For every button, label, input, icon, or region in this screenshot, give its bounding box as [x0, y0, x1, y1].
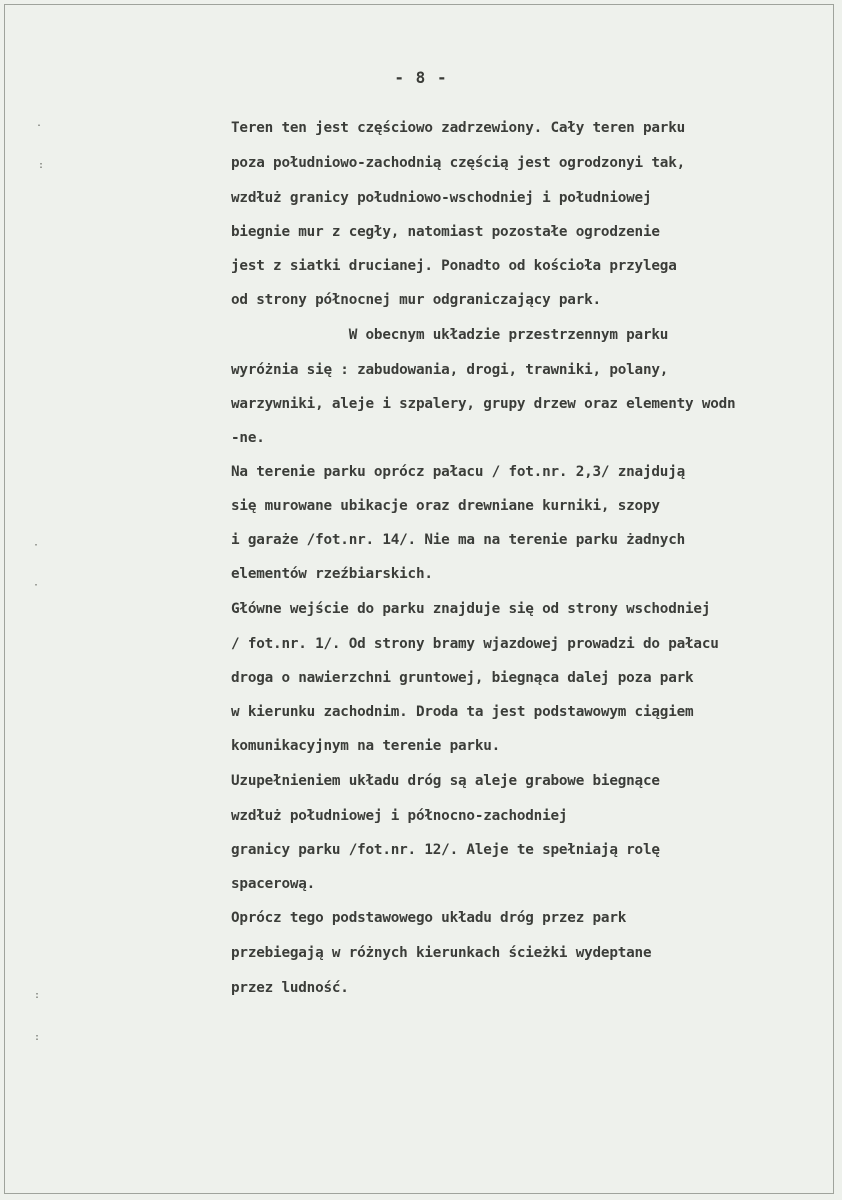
text-line: elementów rzeźbiarskich.: [231, 566, 433, 582]
text-line: warzywniki, aleje i szpalery, grupy drzew oraz elementy wodn: [231, 396, 736, 412]
scan-speck: :: [34, 990, 41, 1001]
text-line: przebiegają w różnych kierunkach ścieżki wydeptane: [231, 945, 652, 961]
text-line: spacerową.: [231, 876, 316, 892]
text-line: Na terenie parku oprócz pałacu / fot.nr. 2,3/ znajdują: [231, 464, 686, 480]
text-line: od strony północnej mur odgraniczający park.: [231, 292, 601, 308]
text-line: się murowane ubikacje oraz drewniane kurniki, szopy: [231, 498, 660, 514]
text-line: wzdłuż granicy południowo-wschodniej i południowej: [231, 190, 652, 206]
text-line: Główne wejście do parku znajduje się od strony wschodniej: [231, 601, 711, 617]
scan-speck: ·: [33, 540, 40, 551]
scan-speck: .: [36, 118, 43, 129]
text-line: wzdłuż południowej i północno-zachodniej: [231, 808, 568, 824]
text-line: w kierunku zachodnim. Droda ta jest podstawowym ciągiem: [231, 704, 694, 720]
text-line: -ne.: [231, 430, 265, 446]
page-border: [4, 4, 834, 1194]
scan-speck: ·: [33, 580, 40, 591]
text-line: granicy parku /fot.nr. 12/. Aleje te spełniają rolę: [231, 842, 660, 858]
text-line: droga o nawierzchni gruntowej, biegnąca dalej poza park: [231, 670, 694, 686]
text-line: Teren ten jest częściowo zadrzewiony. Cały teren parku: [231, 120, 686, 136]
text-line: poza południowo-zachodnią częścią jest ogrodzonyi tak,: [231, 155, 686, 171]
scan-speck: :: [38, 160, 45, 171]
scan-speck: :: [34, 1032, 41, 1043]
text-line: W obecnym układzie przestrzennym parku: [231, 327, 669, 343]
text-line: komunikacyjnym na terenie parku.: [231, 738, 501, 754]
text-line: jest z siatki drucianej. Ponadto od kościoła przylega: [231, 258, 677, 274]
text-line: Uzupełnieniem układu dróg są aleje grabowe biegnące: [231, 773, 660, 789]
text-line: biegnie mur z cegły, natomiast pozostałe ogrodzenie: [231, 224, 660, 240]
text-line: przez ludność.: [231, 980, 349, 996]
page-number: - 8 -: [394, 68, 448, 87]
text-line: Oprócz tego podstawowego układu dróg przez park: [231, 910, 627, 926]
text-line: i garaże /fot.nr. 14/. Nie ma na terenie parku żadnych: [231, 532, 686, 548]
text-line: wyróżnia się : zabudowania, drogi, trawniki, polany,: [231, 362, 669, 378]
text-line: / fot.nr. 1/. Od strony bramy wjazdowej prowadzi do pałacu: [231, 636, 719, 652]
